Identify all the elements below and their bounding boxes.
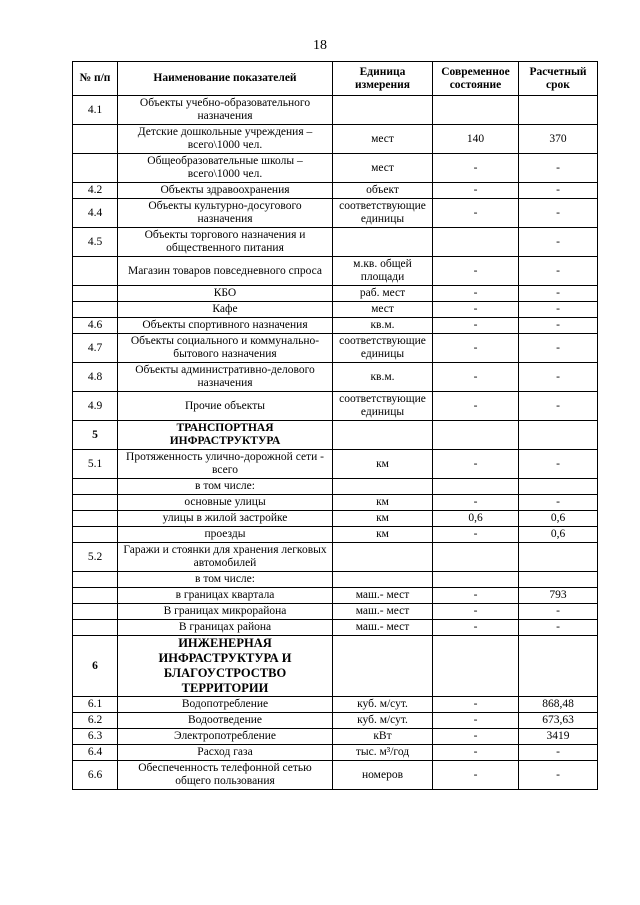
column-header-number: № п/п — [73, 62, 118, 96]
cell-current: - — [433, 363, 519, 392]
cell-indicator: КБО — [118, 286, 333, 302]
table-row — [73, 604, 598, 620]
cell-unit — [333, 636, 433, 697]
table-row — [73, 620, 598, 636]
cell-estimated: 673,63 — [519, 713, 598, 729]
cell-number — [73, 302, 118, 318]
column-header-current-state: Современное состояние — [433, 62, 519, 96]
cell-current: - — [433, 334, 519, 363]
cell-unit: маш.- мест — [333, 620, 433, 636]
cell-estimated: 370 — [519, 125, 598, 154]
cell-indicator: Объекты культурно-досугового назначения — [118, 199, 333, 228]
table-row — [73, 363, 598, 392]
cell-indicator: Объекты торгового назначения и общественного питания — [118, 228, 333, 257]
cell-number: 6.4 — [73, 745, 118, 761]
cell-estimated: - — [519, 450, 598, 479]
cell-number: 4.7 — [73, 334, 118, 363]
cell-estimated: - — [519, 761, 598, 790]
cell-unit: мест — [333, 125, 433, 154]
table-row — [73, 697, 598, 713]
cell-unit: куб. м/сут. — [333, 697, 433, 713]
cell-number — [73, 527, 118, 543]
table-row — [73, 588, 598, 604]
table-row — [73, 636, 598, 697]
cell-unit: км — [333, 450, 433, 479]
cell-current: - — [433, 761, 519, 790]
cell-estimated: 868,48 — [519, 697, 598, 713]
cell-unit — [333, 421, 433, 450]
cell-indicator: Объекты спортивного назначения — [118, 318, 333, 334]
cell-unit — [333, 96, 433, 125]
table-row — [73, 713, 598, 729]
cell-current — [433, 572, 519, 588]
cell-estimated: - — [519, 183, 598, 199]
cell-current — [433, 96, 519, 125]
cell-current: - — [433, 154, 519, 183]
cell-current — [433, 228, 519, 257]
table-row — [73, 527, 598, 543]
cell-current — [433, 479, 519, 495]
cell-number: 5.2 — [73, 543, 118, 572]
cell-indicator: Обеспеченность телефонной сетью общего пользования — [118, 761, 333, 790]
cell-current — [433, 421, 519, 450]
cell-estimated: - — [519, 604, 598, 620]
cell-number — [73, 572, 118, 588]
cell-number: 6.6 — [73, 761, 118, 790]
cell-unit: соответствующие единицы — [333, 199, 433, 228]
cell-indicator: Кафе — [118, 302, 333, 318]
cell-current: - — [433, 713, 519, 729]
indicators-table — [72, 61, 598, 790]
table-row — [73, 572, 598, 588]
cell-current: - — [433, 450, 519, 479]
cell-estimated — [519, 96, 598, 125]
cell-current: - — [433, 620, 519, 636]
cell-estimated: 793 — [519, 588, 598, 604]
cell-current: - — [433, 302, 519, 318]
page-number: 18 — [313, 38, 327, 53]
cell-unit: соответствующие единицы — [333, 334, 433, 363]
cell-number: 4.4 — [73, 199, 118, 228]
table-header-row — [73, 62, 598, 96]
cell-number: 6.1 — [73, 697, 118, 713]
table-row — [73, 228, 598, 257]
cell-indicator: Магазин товаров повседневного спроса — [118, 257, 333, 286]
cell-indicator: Объекты здравоохранения — [118, 183, 333, 199]
cell-estimated: - — [519, 620, 598, 636]
cell-unit: тыс. м³/год — [333, 745, 433, 761]
cell-number: 5 — [73, 421, 118, 450]
table-row — [73, 495, 598, 511]
cell-indicator: в том числе: — [118, 572, 333, 588]
cell-current: - — [433, 199, 519, 228]
cell-estimated: - — [519, 745, 598, 761]
cell-estimated: 0,6 — [519, 527, 598, 543]
cell-estimated: - — [519, 495, 598, 511]
table-row — [73, 450, 598, 479]
cell-unit: раб. мест — [333, 286, 433, 302]
cell-number — [73, 588, 118, 604]
table-row — [73, 421, 598, 450]
column-header-unit: Единица измерения — [333, 62, 433, 96]
cell-current: - — [433, 495, 519, 511]
cell-indicator: проезды — [118, 527, 333, 543]
cell-current: - — [433, 183, 519, 199]
cell-number: 4.6 — [73, 318, 118, 334]
table-row — [73, 302, 598, 318]
cell-current: - — [433, 318, 519, 334]
cell-number: 4.2 — [73, 183, 118, 199]
cell-number: 4.1 — [73, 96, 118, 125]
cell-estimated: - — [519, 392, 598, 421]
cell-indicator: Объекты административно-делового назначения — [118, 363, 333, 392]
table-row — [73, 745, 598, 761]
cell-estimated: - — [519, 363, 598, 392]
cell-estimated: - — [519, 302, 598, 318]
cell-unit: мест — [333, 154, 433, 183]
cell-current: - — [433, 588, 519, 604]
cell-number: 6.3 — [73, 729, 118, 745]
cell-current: - — [433, 392, 519, 421]
cell-number: 6.2 — [73, 713, 118, 729]
cell-indicator: основные улицы — [118, 495, 333, 511]
cell-number — [73, 125, 118, 154]
cell-indicator: Прочие объекты — [118, 392, 333, 421]
cell-estimated — [519, 572, 598, 588]
cell-unit — [333, 543, 433, 572]
cell-current: - — [433, 697, 519, 713]
cell-current: - — [433, 729, 519, 745]
cell-current: - — [433, 257, 519, 286]
cell-unit — [333, 228, 433, 257]
cell-indicator: улицы в жилой застройке — [118, 511, 333, 527]
cell-number — [73, 620, 118, 636]
cell-number: 4.5 — [73, 228, 118, 257]
cell-number — [73, 286, 118, 302]
cell-unit: маш.- мест — [333, 604, 433, 620]
table-row — [73, 96, 598, 125]
cell-unit: кв.м. — [333, 363, 433, 392]
cell-estimated: - — [519, 286, 598, 302]
cell-indicator: В границах района — [118, 620, 333, 636]
cell-current: - — [433, 604, 519, 620]
table-row — [73, 392, 598, 421]
cell-unit: мест — [333, 302, 433, 318]
cell-indicator: в границах квартала — [118, 588, 333, 604]
cell-number — [73, 479, 118, 495]
table-row — [73, 543, 598, 572]
cell-current — [433, 636, 519, 697]
cell-estimated — [519, 636, 598, 697]
table-row — [73, 729, 598, 745]
table-row — [73, 511, 598, 527]
cell-indicator: Расход газа — [118, 745, 333, 761]
cell-unit: кв.м. — [333, 318, 433, 334]
cell-unit — [333, 479, 433, 495]
table-row — [73, 154, 598, 183]
table-row — [73, 125, 598, 154]
cell-indicator: Электропотребление — [118, 729, 333, 745]
column-header-indicator: Наименование показателей — [118, 62, 333, 96]
cell-indicator: Объекты учебно-образовательного назначения — [118, 96, 333, 125]
cell-unit: объект — [333, 183, 433, 199]
cell-estimated: - — [519, 199, 598, 228]
cell-current: - — [433, 527, 519, 543]
cell-unit — [333, 572, 433, 588]
cell-indicator: ИНЖЕНЕРНАЯ ИНФРАСТРУКТУРА И БЛАГОУСТРОСТВО ТЕРРИТОРИИ — [118, 636, 333, 697]
cell-number — [73, 604, 118, 620]
cell-indicator: ТРАНСПОРТНАЯ ИНФРАСТРУКТУРА — [118, 421, 333, 450]
cell-number — [73, 511, 118, 527]
cell-estimated: 3419 — [519, 729, 598, 745]
cell-estimated: 0,6 — [519, 511, 598, 527]
cell-current — [433, 543, 519, 572]
table-row — [73, 479, 598, 495]
cell-indicator: Детские дошкольные учреждения – всего\1000 чел. — [118, 125, 333, 154]
cell-unit: куб. м/сут. — [333, 713, 433, 729]
table-row — [73, 761, 598, 790]
cell-unit: км — [333, 495, 433, 511]
cell-number: 5.1 — [73, 450, 118, 479]
cell-current: - — [433, 745, 519, 761]
table-row — [73, 334, 598, 363]
cell-unit: м.кв. общей площади — [333, 257, 433, 286]
table-row — [73, 257, 598, 286]
cell-indicator: В границах микрорайона — [118, 604, 333, 620]
cell-unit: км — [333, 511, 433, 527]
cell-indicator: Объекты социального и коммунально-бытового назначения — [118, 334, 333, 363]
cell-unit: маш.- мест — [333, 588, 433, 604]
cell-estimated: - — [519, 228, 598, 257]
cell-current: 0,6 — [433, 511, 519, 527]
cell-unit: км — [333, 527, 433, 543]
cell-estimated: - — [519, 334, 598, 363]
cell-number: 4.8 — [73, 363, 118, 392]
cell-unit: соответствующие единицы — [333, 392, 433, 421]
cell-estimated: - — [519, 154, 598, 183]
cell-number — [73, 154, 118, 183]
cell-indicator: в том числе: — [118, 479, 333, 495]
cell-indicator: Водоотведение — [118, 713, 333, 729]
table-row — [73, 199, 598, 228]
table-row — [73, 318, 598, 334]
table-row — [73, 183, 598, 199]
cell-indicator: Протяженность улично-дорожной сети - всего — [118, 450, 333, 479]
cell-indicator: Гаражи и стоянки для хранения легковых автомобилей — [118, 543, 333, 572]
cell-number: 6 — [73, 636, 118, 697]
cell-indicator: Водопотребление — [118, 697, 333, 713]
cell-current: 140 — [433, 125, 519, 154]
cell-estimated: - — [519, 318, 598, 334]
column-header-estimated-term: Расчетный срок — [519, 62, 598, 96]
cell-number: 4.9 — [73, 392, 118, 421]
cell-unit: номеров — [333, 761, 433, 790]
cell-unit: кВт — [333, 729, 433, 745]
cell-estimated — [519, 421, 598, 450]
cell-current: - — [433, 286, 519, 302]
cell-number — [73, 257, 118, 286]
cell-indicator: Общеобразовательные школы – всего\1000 чел. — [118, 154, 333, 183]
cell-number — [73, 495, 118, 511]
cell-estimated — [519, 479, 598, 495]
cell-estimated: - — [519, 257, 598, 286]
table-row — [73, 286, 598, 302]
cell-estimated — [519, 543, 598, 572]
